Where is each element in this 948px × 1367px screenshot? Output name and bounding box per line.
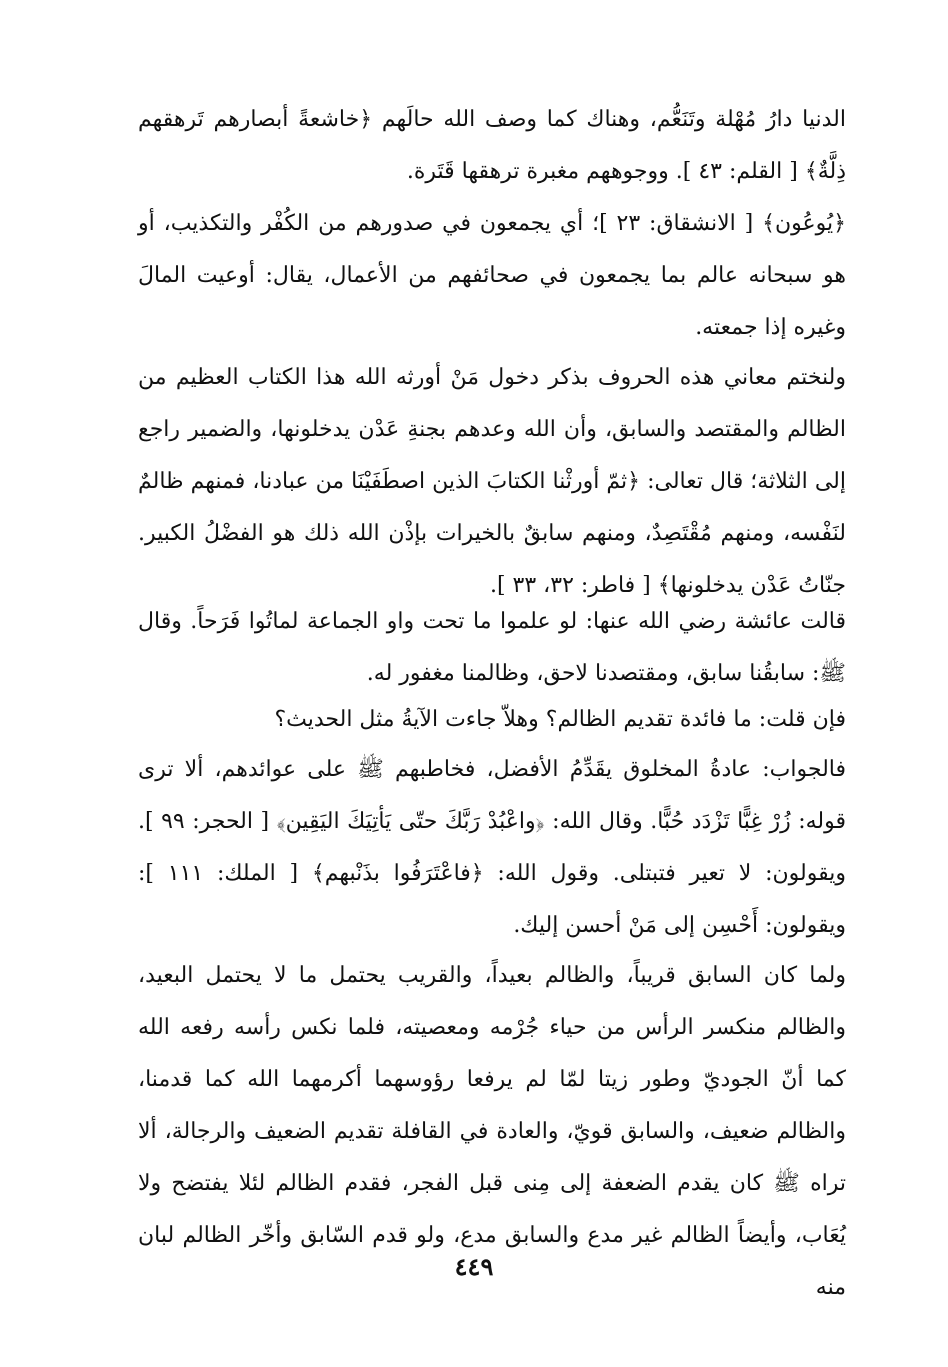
- paragraph-text: ولنختم معاني هذه الحروف بذكر دخول مَنْ أورثه الله هذا الكتاب العظيم من الظالم والمقتصد والسابق، وأن الله وعدهم بجنةِ عَدْن يدخلونها، والضمير راجع إلى الثلاثة؛ قال تعالى: ﴿ثمّ أورثْنا الكتابَ الذين اصطَفَيْنَا من عبادنا، فمنهم ظالمٌ لنَفْسه، ومنهم مُقْتَصِدٌ، ومنهم سابقٌ بالخيرات بإذْن الله ذلك هو الفضْلُ الكبير. جنّاتُ عَدْن يدخلونها﴾ [ فاطر: ٣٢، ٣٣ ].: [138, 365, 846, 598]
- paragraph-text: فإن قلت: ما فائدة تقديم الظالم؟ وهلاّ جاءت الآيةُ مثل الحديث؟: [274, 707, 846, 732]
- paragraph-4: [138, 596, 846, 700]
- paragraph-2: [138, 198, 846, 354]
- page-number: ٤٤٩: [454, 1252, 494, 1281]
- paragraph-6: [138, 744, 846, 952]
- paragraph-text: فالجواب: عادةُ المخلوق يقَدِّمُ الأفضل، فخاطبهم ﷺ على عوائدهم، ألا ترى قوله: زُرْ غِبًّا تَزْدَد حُبًّا. وقال الله: ﴿واعْبُدْ رَبَّكَ حتّى يَأتِيَكَ اليَقِين﴾ [ الحجر: ٩٩ ]. ويقولون: لا تعير فتبتلى. وقول الله: ﴿فاعْتَرَفُوا بذَنْبهم﴾ [ الملك: ١١١ ]: ويقولون: أَحْسِن إلى مَنْ أحسن إليك.: [138, 757, 846, 938]
- paragraph-text: ولما كان السابق قريباً، والظالم بعيداً، والقريب يحتمل ما لا يحتمل البعيد، والظالم منكسر الرأس من حياء جُرْمه ومعصيته، فلما نكس رأسه رفعه الله كما أنّ الجوديّ وطور زيتا لمّا لم يرفعا رؤوسهما أكرمهما الله كما قدمنا، والظالم ضعيف، والسابق قويّ، والعادة في القافلة تقديم الضعيف والرجالة، ألا تراه ﷺ كان يقدم الضعفة إلى مِنى قبل الفجر، فقدم الظالم لئلا يفتضح ولا يُعَاب، وأيضاً الظالم غير مدع والسابق مدع، ولو قدم السّابق وأخّر الظالم لبان منه: [138, 963, 846, 1300]
- paragraph-1: [138, 94, 846, 198]
- paragraph-text: قالت عائشة رضي الله عنها: لو علموا ما تحت واو الجماعة لماتُوا فَرَحاً. وقال ﷺ: سابقُنا سابق، ومقتصدنا لاحق، وظالمنا مغفور له.: [138, 609, 846, 686]
- paragraph-3: [138, 352, 846, 612]
- paragraph-5: [138, 694, 846, 746]
- paragraph-text: الدنيا دارُ مُهْلة وتَنَعُّم، وهناك كما وصف الله حالَهم ﴿خاشعةً أبصارهم تَرهقهم ذِلَّةٌ﴾ [ القلم: ٤٣ ]. ووجوههم مغبرة ترهقها قَتَرة.: [138, 107, 846, 184]
- paragraph-text: ﴿يُوعُون﴾ [ الانشقاق: ٢٣ ]؛ أي يجمعون في صدورهم من الكُفْر والتكذيب، أو هو سبحانه عالم بما يجمعون في صحائفهم من الأعمال، يقال: أوعيت المالَ وغيره إذا جمعته.: [138, 211, 847, 340]
